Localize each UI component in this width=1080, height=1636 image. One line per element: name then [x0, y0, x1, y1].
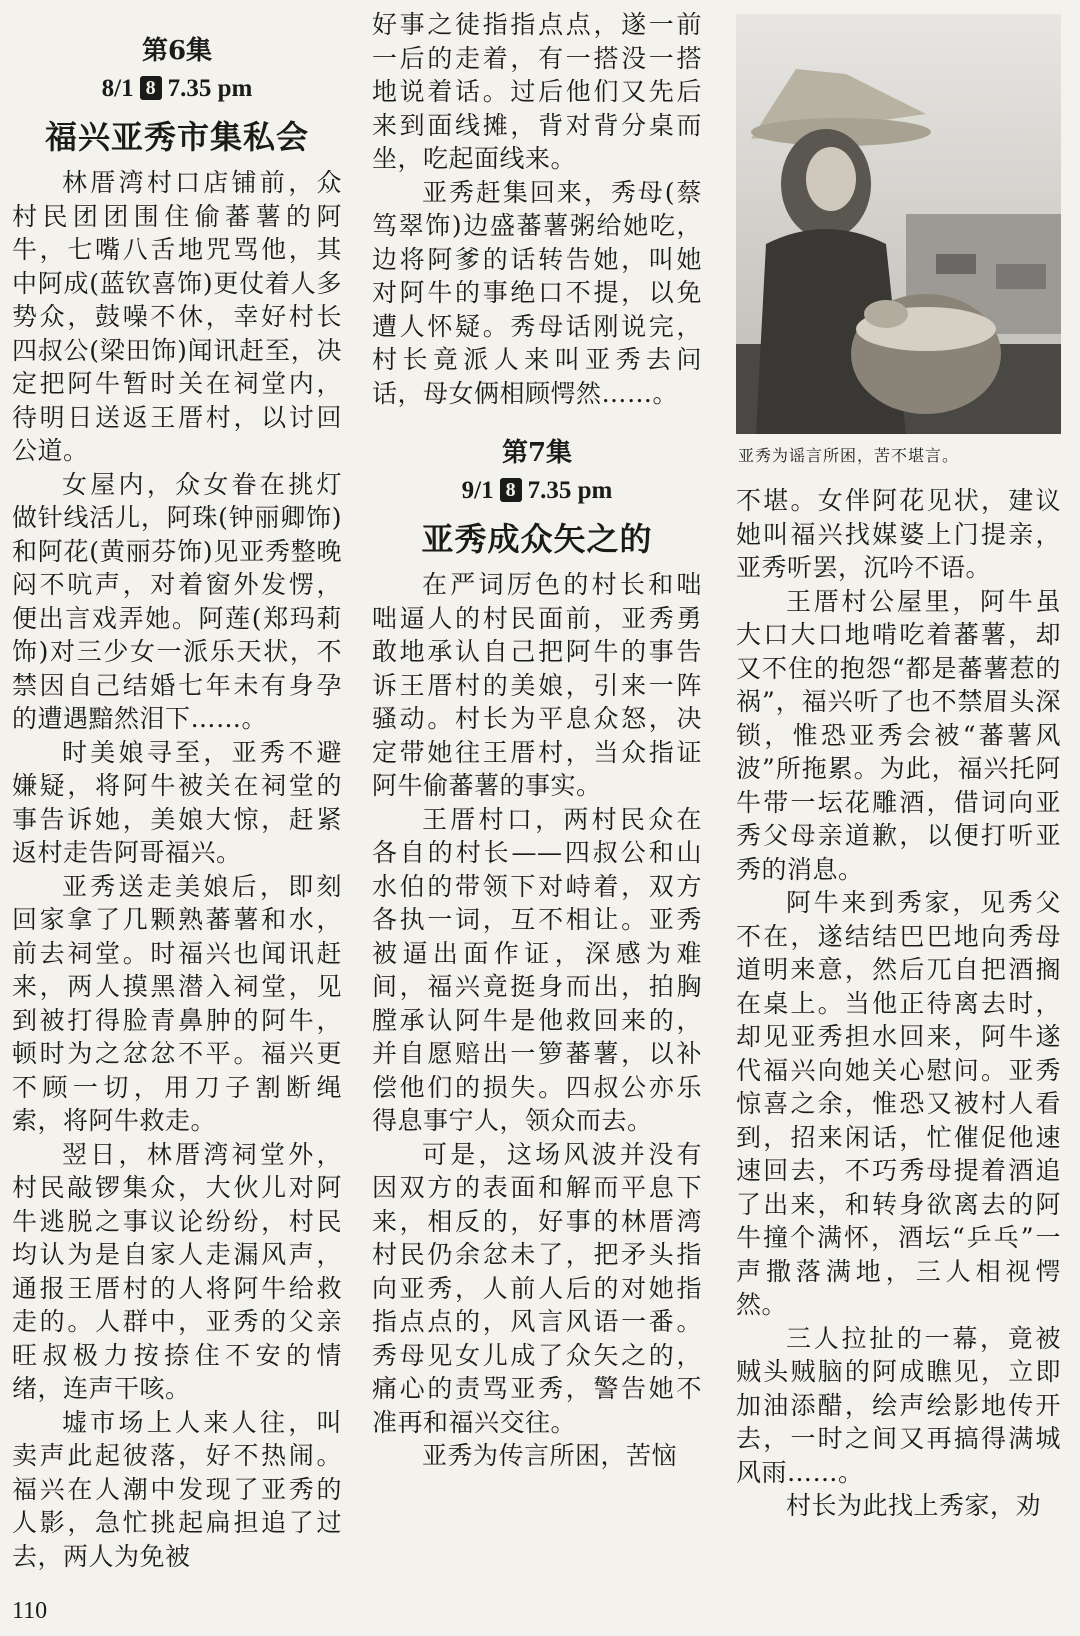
episode-6-airtime — [12, 72, 342, 106]
photo-caption: 亚秀为谣言所困，苦不堪言。 — [738, 446, 960, 465]
ep6-paragraph: 翌日，林厝湾祠堂外，村民敲锣集众，大伙儿对阿牛逃脱之事议论纷纷，村民均认为是自家人走漏风声，通报王厝村的人将阿牛给救走的。人群中，亚秀的父亲旺叔极力按捺住不安的情绪，连声干咳。 — [12, 1139, 342, 1403]
ep7-paragraph: 王厝村公屋里，阿牛虽大口大口地啃吃着蕃薯，却又不住的抱怨“都是蕃薯惹的祸”，福兴听了也不禁眉头深锁，惟恐亚秀会被“蕃薯风波”所拖累。为此，福兴托阿牛带一坛花雕酒，借词向亚秀父母亲道歉，以便打听亚秀的消息。 — [736, 586, 1061, 884]
channel-8-badge: 8 — [500, 478, 522, 502]
episode-6-time: 7.35 pm — [167, 75, 253, 102]
still-photo — [736, 14, 1061, 434]
woman-with-straw-hat-photo — [736, 14, 1061, 434]
column-1 — [12, 0, 342, 1573]
ep7-paragraph: 不堪。女伴阿花见状，建议她叫福兴找媒婆上门提亲，亚秀听罢，沉吟不语。 — [736, 486, 1061, 582]
page-number: 110 — [12, 1598, 48, 1624]
ep6-paragraph: 女屋内，众女眷在挑灯做针线活儿，阿珠(钟丽卿饰)和阿花(黄丽芬饰)见亚秀整晚闷不吭声，对着窗外发愣，便出言戏弄她。阿莲(郑玛莉饰)对三少女一派乐天状，不禁因自己结婚七年未有身孕的遭遇黯然泪下……。 — [12, 469, 342, 733]
ep7-paragraph: 亚秀为传言所困，苦恼 — [422, 1441, 678, 1470]
ep7-paragraph: 村长为此找上秀家，劝 — [786, 1491, 1042, 1520]
ep6-paragraph: 好事之徒指指点点，遂一前一后的走着，有一搭没一搭地说着话。过后他们又先后来到面线摊，背对背分桌而坐，吃起面线来。 — [372, 10, 702, 173]
ep6-paragraph: 亚秀赶集回来，秀母(蔡笃翠饰)边盛蕃薯粥给她吃，边将阿爹的话转告她，叫她对阿牛的事绝口不提，以免遭人怀疑。秀母话刚说完，村长竟派人来叫亚秀去问话，母女俩相顾愕然……。 — [372, 177, 702, 408]
ep7-paragraph: 三人拉扯的一幕，竟被贼头贼脑的阿成瞧见，立即加油添醋，绘声绘影地传开去，一时之间又再搞得满城风雨……。 — [736, 1323, 1061, 1487]
ep6-paragraph: 时美娘寻至，亚秀不避嫌疑，将阿牛被关在祠堂的事告诉她，美娘大惊，赶紧返村走告阿哥福兴。 — [12, 737, 342, 867]
episode-7-label: 第7集 — [501, 438, 573, 468]
episode-6-label: 第6集 — [141, 36, 213, 66]
column-2 — [372, 0, 702, 1473]
episode-7-date: 9/1 — [461, 477, 494, 504]
episode-7-title: 亚秀成众矢之的 — [421, 520, 653, 558]
episode-7-header — [372, 436, 702, 564]
ep7-paragraph: 王厝村口，两村民众在各自的村长——四叔公和山水伯的带领下对峙着，双方各执一词，互不相让。亚秀被逼出面作证，深感为难间，福兴竟挺身而出，拍胸膛承认阿牛是他救回来的，并自愿赔出一箩蕃薯，以补偿他们的损失。四叔公亦乐得息事宁人，领众而去。 — [372, 804, 702, 1135]
episode-7-time: 7.35 pm — [527, 477, 613, 504]
ep7-paragraph: 阿牛来到秀家，见秀父不在，遂结结巴巴地向秀母道明来意，然后兀自把酒搁在桌上。当他正待离去时，却见亚秀担水回来，阿牛遂代福兴向她关心慰问。亚秀惊喜之余，惟恐又被村人看到，招来闲话，忙催促他速速回去，不巧秀母提着酒追了出来，和转身欲离去的阿牛撞个满怀，酒坛“乒乓”一声撒落满地，三人相视愕然。 — [736, 888, 1061, 1319]
episode-6-date: 8/1 — [101, 75, 134, 102]
ep7-paragraph: 在严词厉色的村长和咄咄逼人的村民面前，亚秀勇敢地承认自己把阿牛的事告诉王厝村的美娘，引来一阵骚动。村长为平息众怒，决定带她往王厝村，当众指证阿牛偷蕃薯的事实。 — [372, 570, 702, 800]
episode-6-header — [12, 34, 342, 162]
ep6-paragraph: 亚秀送走美娘后，即刻回家拿了几颗熟蕃薯和水，前去祠堂。时福兴也闻讯赶来，两人摸黑潜入祠堂，见到被打得脸青鼻肿的阿牛，顿时为之忿忿不平。福兴更不顾一切，用刀子割断绳索，将阿牛救走。 — [12, 871, 342, 1135]
ep6-paragraph: 林厝湾村口店铺前，众村民团团围住偷蕃薯的阿牛，七嘴八舌地咒骂他，其中阿成(蓝钦喜饰)更仗着人多势众，鼓噪不休，幸好村长四叔公(梁田饰)闻讯赶至，决定把阿牛暂时关在祠堂内，待明日送返王厝村，以讨回公道。 — [12, 168, 342, 465]
ep6-paragraph: 墟市场上人来人往，叫卖声此起彼落，好不热闹。福兴在人潮中发现了亚秀的人影，急忙挑起扁担追了过去，两人为免被 — [12, 1407, 342, 1571]
episode-6-title: 福兴亚秀市集私会 — [44, 118, 309, 156]
column-3 — [736, 0, 1061, 1523]
channel-8-badge: 8 — [140, 76, 162, 100]
episode-7-airtime — [372, 474, 702, 508]
ep7-paragraph: 可是，这场风波并没有因双方的表面和解而平息下来，相反的，好事的林厝湾村民仍余忿未了，把矛头指向亚秀，人前人后的对她指指点点的，风言风语一番。秀母见女儿成了众矢之的，痛心的责骂亚秀，警告她不准再和福兴交往。 — [372, 1139, 702, 1437]
